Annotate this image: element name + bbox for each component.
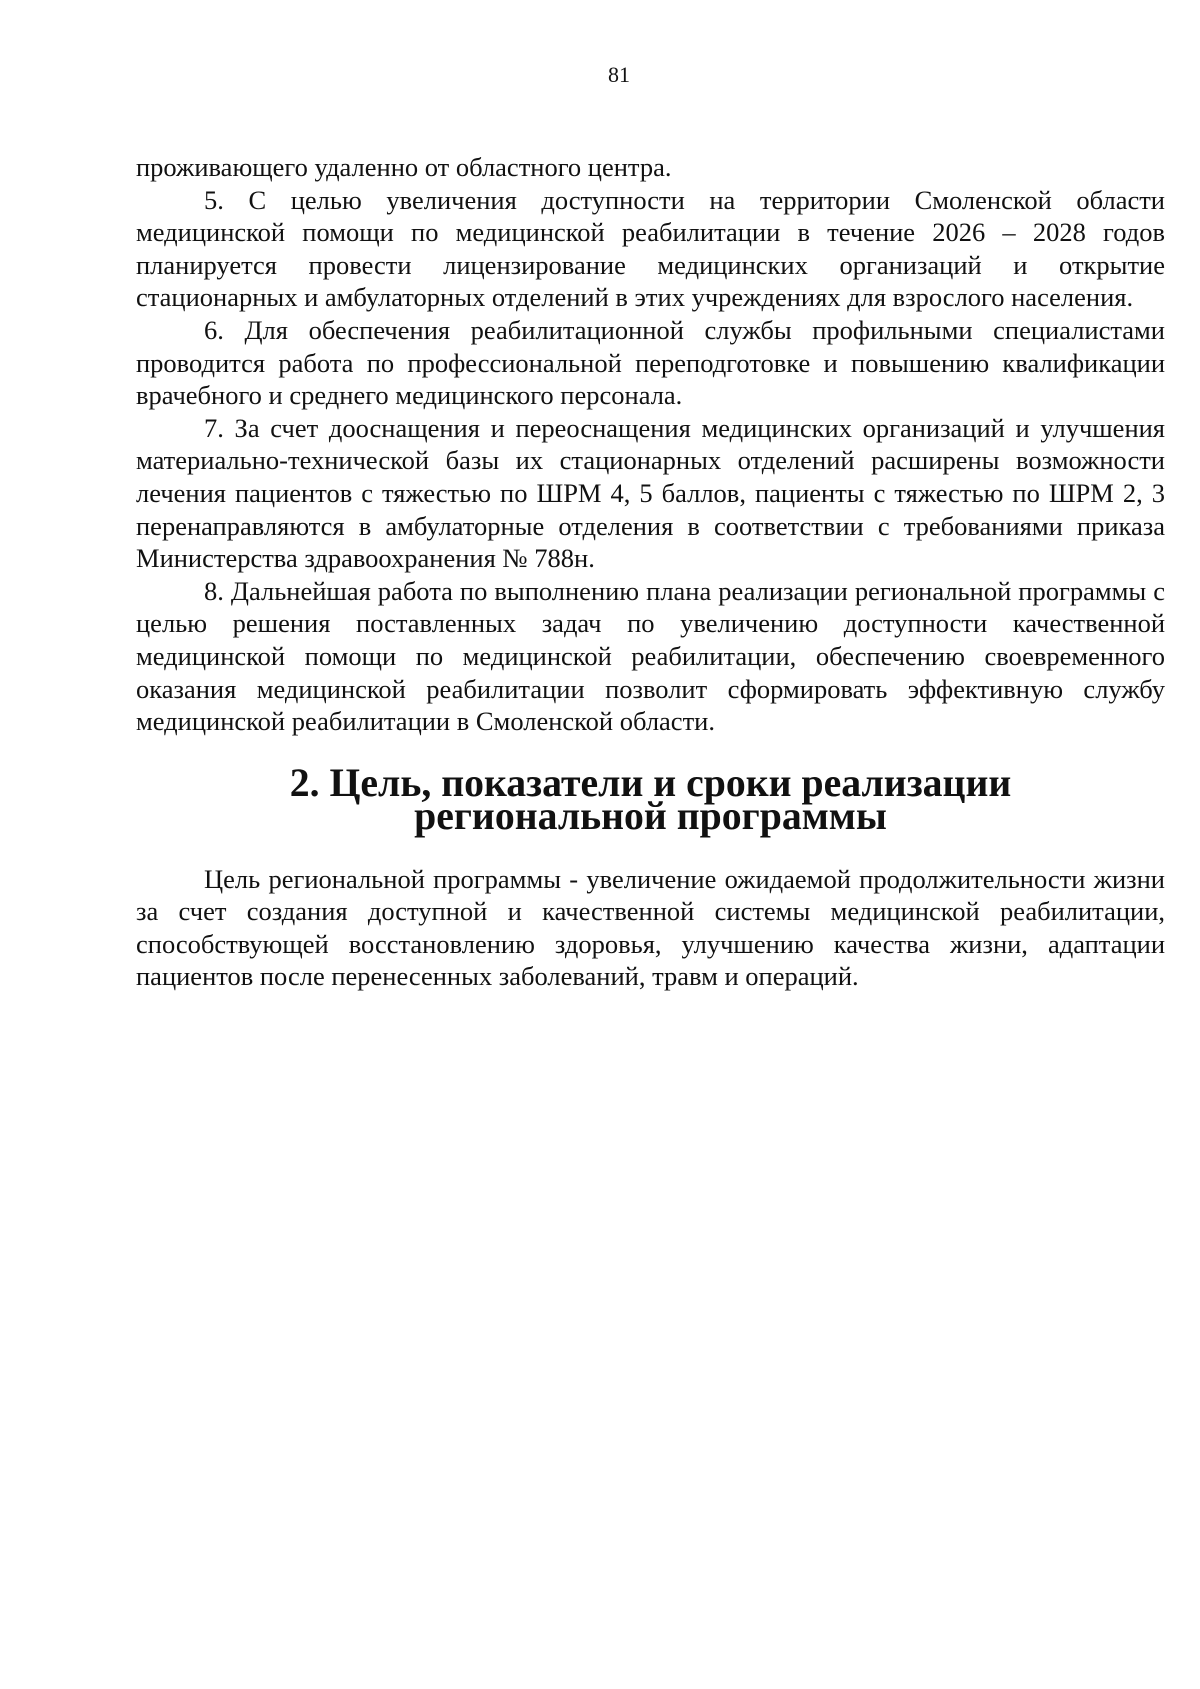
- paragraph-item-6: 6. Для обеспечения реабилитационной службы профильными специалистами проводится работа по профессиональной переподготовке и повышению квалификации врачебного и среднего медицинского персонала.: [136, 314, 1165, 411]
- paragraph-item-8: 8. Дальнейшая работа по выполнению плана реализации региональной программы с целью решения поставленных задач по увеличению доступности качественной медицинской помощи по медицинской реабилитации, обеспечению своевременного оказания медицинской реабилитации позволит сформировать эффективную службу медицинской реабилитации в Смоленской области.: [136, 575, 1165, 737]
- document-body: [136, 151, 1165, 993]
- section-heading-line-1: 2. Цель, показатели и сроки реализации: [289, 760, 1012, 805]
- page-number: 81: [608, 62, 630, 87]
- section-heading: [136, 760, 1165, 838]
- section-heading-line-2: региональной программы: [414, 793, 887, 838]
- paragraph-item-5: 5. С целью увеличения доступности на территории Смоленской области медицинской помощи по медицинской реабилитации в течение 2026 – 2028 годов планируется провести лицензирование медицинских организаций и открытие стационарных и амбулаторных отделений в этих учреждениях для взрослого населения.: [136, 184, 1165, 313]
- paragraph-continuation: проживающего удаленно от областного центра.: [136, 152, 672, 182]
- paragraph-program-goal: Цель региональной программы - увеличение ожидаемой продолжительности жизни за счет создания доступной и качественной системы медицинской реабилитации, способствующей восстановлению здоровья, улучшению качества жизни, адаптации пациентов после перенесенных заболеваний, травм и операций.: [136, 863, 1165, 992]
- paragraph-item-7: 7. За счет дооснащения и переоснащения медицинских организаций и улучшения материально-технической базы их стационарных отделений расширены возможности лечения пациентов с тяжестью по ШРМ 4, 5 баллов, пациенты с тяжестью по ШРМ 2, 3 перенаправляются в амбулаторные отделения в соответствии с требованиями приказа Министерства здравоохранения № 788н.: [136, 412, 1165, 574]
